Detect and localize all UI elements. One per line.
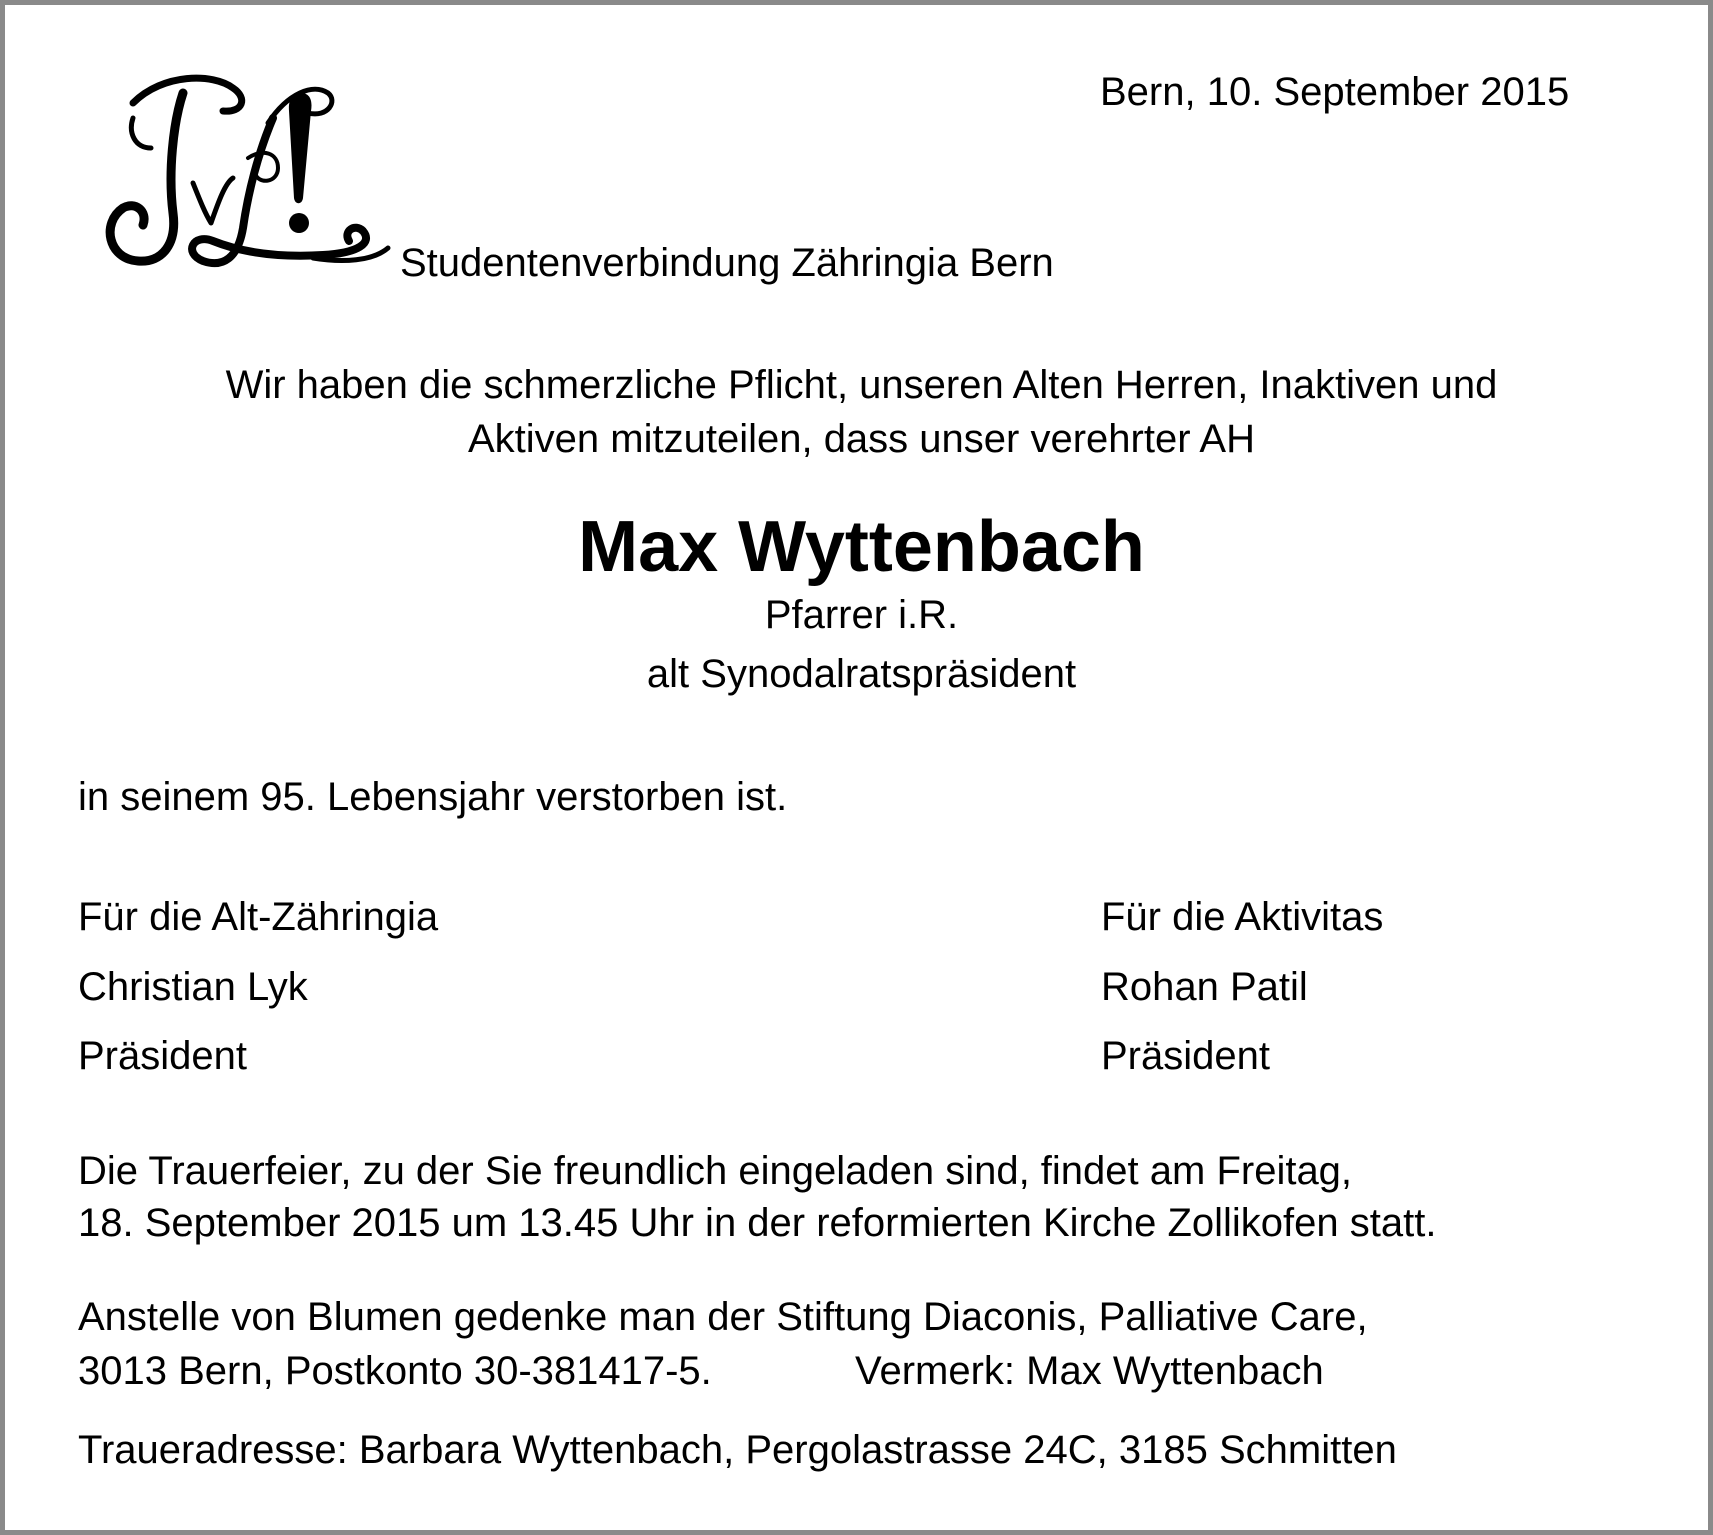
right-signatory-name: Rohan Patil: [1101, 965, 1308, 1009]
mourning-address: Traueradresse: Barbara Wyttenbach, Pergolastrasse 24C, 3185 Schmitten: [78, 1428, 1397, 1472]
organization-name: Studentenverbindung Zähringia Bern: [400, 241, 1054, 285]
donation-line-1: Anstelle von Blumen gedenke man der Stiftung Diaconis, Palliative Care,: [78, 1295, 1368, 1339]
funeral-line-1: Die Trauerfeier, zu der Sie freundlich eingeladen sind, findet am Freitag,: [78, 1149, 1353, 1193]
announcement-line-2: Aktiven mitzuteilen, dass unser verehrter AH: [467, 417, 1255, 461]
right-signatory-group: Für die Aktivitas: [1101, 895, 1384, 939]
deceased-title-1: Pfarrer i.R.: [764, 593, 959, 637]
fraternity-monogram-logo-icon: [73, 63, 393, 293]
left-signatory-group: Für die Alt-Zähringia: [78, 895, 439, 939]
date-place: Bern, 10. September 2015: [1100, 70, 1570, 114]
funeral-line-2: 18. September 2015 um 13.45 Uhr in der reformierten Kirche Zollikofen statt.: [78, 1201, 1437, 1245]
right-signatory-role: Präsident: [1101, 1034, 1270, 1078]
donation-line-2: 3013 Bern, Postkonto 30-381417-5.: [78, 1349, 712, 1393]
left-signatory-name: Christian Lyk: [78, 965, 308, 1009]
donation-note: Vermerk: Max Wyttenbach: [855, 1349, 1324, 1393]
announcement-line-1: Wir haben die schmerzliche Pflicht, unseren Alten Herren, Inaktiven und: [225, 363, 1498, 407]
deceased-title-2: alt Synodalratspräsident: [646, 652, 1077, 696]
left-signatory-role: Präsident: [78, 1034, 247, 1078]
deceased-name: Max Wyttenbach: [578, 507, 1145, 587]
passing-text: in seinem 95. Lebensjahr verstorben ist.: [78, 775, 788, 819]
